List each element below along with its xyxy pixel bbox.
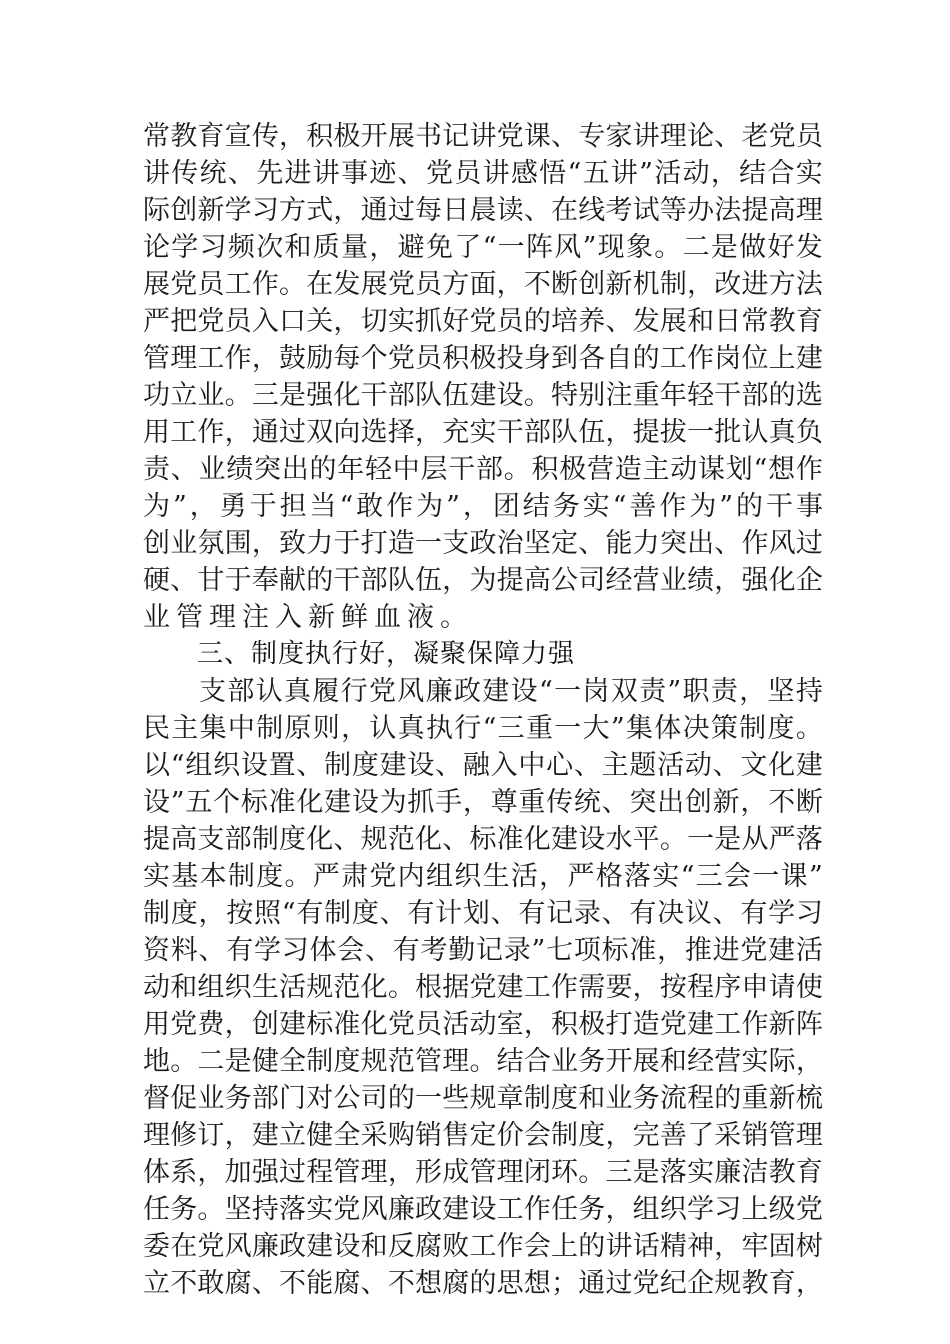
text-line: 常 教 育 宣 传 ， 积 极 开 展 书 记 讲 党 课 、 专 家 讲 理 论 、 老 党 员 (143, 121, 823, 152)
text-line: 立 不 敢 腐 、 不 能 腐 、 不 想 腐 的 思 想 ； 通 过 党 纪 企 规 教 育 ， (143, 1268, 823, 1299)
text-line: 以 “ 组 织 设 置 、 制 度 建 设 、 融 入 中 心 、 主 题 活 动 、 文 化 建 (143, 750, 823, 781)
text-line: 用 工 作 ， 通 过 双 向 选 择 ， 充 实 干 部 队 伍 ， 提 拔 一 批 认 真 负 (143, 417, 823, 448)
text-line: 设 ” 五 个 标 准 化 建 设 为 抓 手 ， 尊 重 传 统 、 突 出 创 新 ， 不 断 (143, 787, 823, 818)
text-line: 为 ” ， 勇 于 担 当 “ 敢 作 为 ” ， 团 结 务 实 “ 善 作 为 ” 的 干 事 (143, 491, 823, 522)
text-line: 用 党 费 ， 创 建 标 准 化 党 员 活 动 室 ， 积 极 打 造 党 建 工 作 新 阵 (143, 1009, 823, 1040)
section-heading: 三、制度执行好，凝聚保障力强 (197, 639, 576, 669)
text-line: 提 高 支 部 制 度 化 、 规 范 化 、 标 准 化 建 设 水 平 。 一 是 从 严 落 (143, 824, 823, 855)
text-line: 严 把 党 员 入 口 关 ， 切 实 抓 好 党 员 的 培 养 、 发 展 和 日 常 教 育 (143, 306, 823, 337)
text-line: 制 度 ， 按 照 “ 有 制 度 、 有 计 划 、 有 记 录 、 有 决 议 、 有 学 习 (143, 898, 823, 929)
text-line: 责 、 业 绩 突 出 的 年 轻 中 层 干 部 。 积 极 营 造 主 动 谋 划 “ 想 作 (143, 454, 823, 485)
text-line: 硬 、 甘 于 奉 献 的 干 部 队 伍 ， 为 提 高 公 司 经 营 业 绩 ， 强 化 企 (143, 565, 823, 596)
text-line: 督 促 业 务 部 门 对 公 司 的 一 些 规 章 制 度 和 业 务 流 程 的 重 新 梳 (143, 1083, 823, 1114)
text-line: 展 党 员 工 作 。 在 发 展 党 员 方 面 ， 不 断 创 新 机 制 ， 改 进 方 法 (143, 269, 823, 300)
text-line: 讲 传 统 、 先 进 讲 事 迹 、 党 员 讲 感 悟 “ 五 讲 ” 活 动 ， 结 合 实 (143, 158, 823, 189)
text-line: 业管理注入新鲜血液。 (143, 602, 473, 633)
text-line: 任 务 。 坚 持 落 实 党 风 廉 政 建 设 工 作 任 务 ， 组 织 学 习 上 级 党 (143, 1194, 823, 1225)
text-line: 实 基 本 制 度 。 严 肃 党 内 组 织 生 活 ， 严 格 落 实 “ 三 会 一 课 ” (143, 861, 823, 892)
text-line: 支 部 认 真 履 行 党 风 廉 政 建 设 “ 一 岗 双 责 ” 职 责 ， 坚 持 (199, 676, 823, 707)
text-line: 论 学 习 频 次 和 质 量 ， 避 免 了 “ 一 阵 风 ” 现 象 。 二 是 做 好 发 (143, 232, 823, 263)
text-line: 民 主 集 中 制 原 则 ， 认 真 执 行 “ 三 重 一 大 ” 集 体 决 策 制 度 。 (143, 713, 823, 744)
text-line: 体 系 ， 加 强 过 程 管 理 ， 形 成 管 理 闭 环 。 三 是 落 实 廉 洁 教 育 (143, 1157, 823, 1188)
text-line: 委 在 党 风 廉 政 建 设 和 反 腐 败 工 作 会 上 的 讲 话 精 神 ， 牢 固 树 (143, 1231, 823, 1262)
text-line: 资 料 、 有 学 习 体 会 、 有 考 勤 记 录 ” 七 项 标 准 ， 推 进 党 建 活 (143, 935, 823, 966)
text-line: 管 理 工 作 ， 鼓 励 每 个 党 员 积 极 投 身 到 各 自 的 工 作 岗 位 上 建 (143, 343, 823, 374)
text-line: 动 和 组 织 生 活 规 范 化 。 根 据 党 建 工 作 需 要 ， 按 程 序 申 请 使 (143, 972, 823, 1003)
text-line: 地 。 二 是 健 全 制 度 规 范 管 理 。 结 合 业 务 开 展 和 经 营 实 际 ， (143, 1046, 823, 1077)
paragraph-1 (143, 118, 823, 1302)
text-line: 创 业 氛 围 ， 致 力 于 打 造 一 支 政 治 坚 定 、 能 力 突 出 、 作 风 过 (143, 528, 823, 559)
text-line: 功 立 业 。 三 是 强 化 干 部 队 伍 建 设 。 特 别 注 重 年 轻 干 部 的 选 (143, 380, 823, 411)
text-line: 际 创 新 学 习 方 式 ， 通 过 每 日 晨 读 、 在 线 考 试 等 办 法 提 高 理 (143, 195, 823, 226)
text-line: 理 修 订 ， 建 立 健 全 采 购 销 售 定 价 会 制 度 ， 完 善 了 采 销 管 理 (143, 1120, 823, 1151)
